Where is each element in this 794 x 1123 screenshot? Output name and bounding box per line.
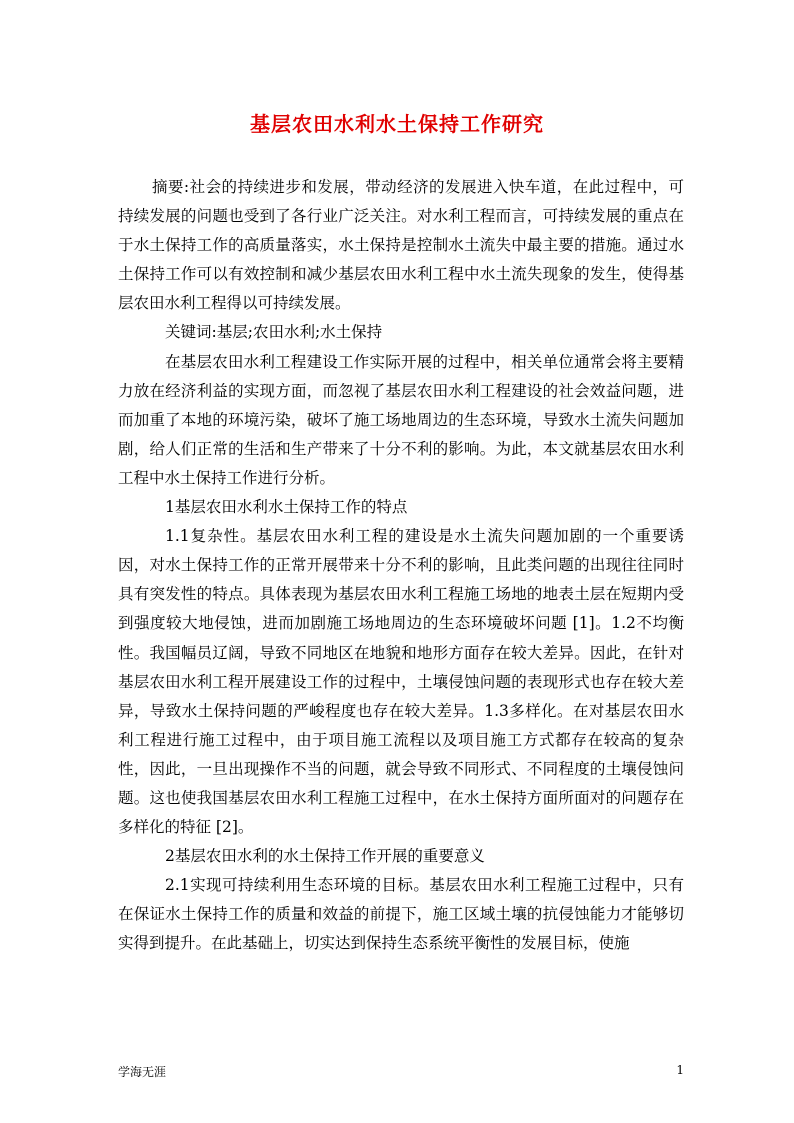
page-number: 1 <box>676 1063 684 1077</box>
keywords-paragraph: 关键词:基层;农田水利;水土保持 <box>165 323 383 342</box>
section-1-paragraph: 1.1复杂性。基层农田水利工程的建设是水土流失问题加剧的一个重要诱因，对水土保持工作的正常开展带来十分不利的影响，且此类问题的出现往往同时具有突发性的特点。具体表现为基层农田水利工程施工场地的地表土层在短期内受到强度较大地侵蚀，进而加剧施工场地周边的生态环境破坏问题 [1]。1.2不均衡性。我国幅员辽阔，导致不同地区在地貌和地形方面存在较大差异。因此，在针对基层农田水利工程开展建设工作的过程中，土壤侵蚀问题的表现形式也存在较大差异，导致水土保持问题的严峻程度也存在较大差异。1.3多样化。在对基层农田水利工程进行施工过程中，由于项目施工流程以及项目施工方式都存在较高的复杂性，因此，一旦出现操作不当的问题，就会导致不同形式、不同程度的土壤侵蚀问题。这也使我国基层农田水利工程施工过程中，在水土保持方面所面对的问题存在多样化的特征 [2]。 <box>118 527 684 837</box>
footer-label: 学海无涯 <box>118 1065 167 1079</box>
section-heading-1: 1基层农田水利水土保持工作的特点 <box>165 498 408 517</box>
section-heading-2: 2基层农田水利的水土保持工作开展的重要意义 <box>165 847 485 866</box>
section-2-paragraph: 2.1实现可持续利用生态环境的目标。基层农田水利工程施工过程中，只有在保证水土保持工作的质量和效益的前提下，施工区域土壤的抗侵蚀能力才能够切实得到提升。在此基础上，切实达到保持生态系统平衡性的发展目标，使施 <box>118 876 684 953</box>
document-body <box>118 173 684 959</box>
intro-paragraph: 在基层农田水利工程建设工作实际开展的过程中，相关单位通常会将主要精力放在经济利益的实现方面，而忽视了基层农田水利工程建设的社会效益问题，进而加重了本地的环境污染，破坏了施工场地周边的生态环境，导致水土流失问题加剧，给人们正常的生活和生产带来了十分不利的影响。为此，本文就基层农田水利工程中水土保持工作进行分析。 <box>118 352 684 487</box>
document-title: 基层农田水利水土保持工作研究 <box>250 112 544 136</box>
abstract-paragraph: 摘要:社会的持续进步和发展，带动经济的发展进入快车道，在此过程中，可持续发展的问题也受到了各行业广泛关注。对水利工程而言，可持续发展的重点在于水土保持工作的高质量落实，水土保持是控制水土流失中最主要的措施。通过水土保持工作可以有效控制和减少基层农田水利工程中水土流失现象的发生，使得基层农田水利工程得以可持续发展。 <box>118 178 684 313</box>
